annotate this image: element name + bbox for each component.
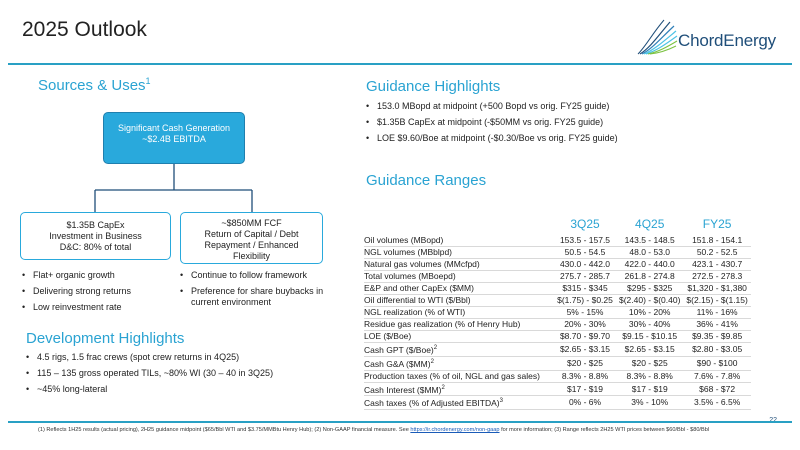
value-4q25: $20 - $25 (616, 356, 683, 370)
table-row (364, 356, 751, 370)
row-label (364, 271, 554, 283)
row-label-text: Oil differential to WTI ($/Bbl) (364, 295, 471, 305)
value-fy25: 7.6% - 7.8% (683, 370, 750, 382)
capex-bullets (22, 270, 172, 318)
table-header-label (364, 217, 554, 235)
value-fy25: $9.35 - $9.85 (683, 331, 750, 343)
table-row (364, 370, 751, 382)
column-header-fy25: FY25 (702, 217, 732, 231)
row-label-text: NGL volumes (MBblpd) (364, 247, 453, 257)
list-item: • 115 – 135 gross operated TILs, ~80% WI (30 – 40 in 3Q25) (26, 368, 346, 379)
column-header-4q25: 4Q25 (635, 217, 665, 231)
non-gaap-link[interactable]: https://ir.chordenergy.com/non-gaap (410, 427, 500, 433)
table-header-row (364, 217, 751, 235)
value-3q25: 275.7 - 285.7 (554, 271, 616, 283)
footnote-text-before: (1) Reflects 1H25 results (actual pricing), 2H25 guidance midpoint ($65/Bbl WTI and $3.75/MMBtu Henry Hub); (2) Non-GAAP financial measure. See (38, 427, 411, 433)
value-4q25: $2.65 - $3.15 (616, 343, 683, 357)
row-label (364, 235, 554, 247)
value-3q25: 20% - 30% (554, 319, 616, 331)
development-heading: Development Highlights (26, 330, 185, 347)
value-4q25: 8.3% - 8.8% (616, 370, 683, 382)
list-item: • Delivering strong returns (22, 286, 172, 297)
value-4q25: $17 - $19 (616, 382, 683, 396)
row-label (364, 247, 554, 259)
table-row (364, 319, 751, 331)
row-label-text: Total volumes (MBoepd) (364, 271, 456, 281)
row-footnote-ref: 2 (433, 345, 438, 351)
cash-generation-line1: Significant Cash Generation (117, 123, 231, 133)
row-footnote-ref: 2 (430, 358, 434, 365)
guidance-ranges-table (364, 217, 751, 410)
row-label-text: Cash GPT ($/Boe) (364, 344, 434, 355)
sources-uses-heading-text: Sources & Uses (38, 77, 146, 94)
value-fy25: $68 - $72 (683, 382, 750, 396)
value-4q25: $9.15 - $10.15 (616, 331, 683, 343)
row-label-text: Cash G&A ($MM) (364, 358, 431, 369)
table-row (364, 331, 751, 343)
table-row (364, 396, 751, 410)
table-row (364, 343, 751, 357)
row-label-text: Natural gas volumes (MMcfpd) (364, 259, 480, 269)
table-row (364, 382, 751, 396)
row-label (364, 396, 554, 410)
list-item: • Low reinvestment rate (22, 302, 172, 313)
value-3q25: 5% - 15% (554, 307, 616, 319)
value-3q25: $315 - $345 (554, 283, 616, 295)
value-3q25: 0% - 6% (554, 396, 616, 410)
fcf-line1: ~$850MM FCF (221, 218, 282, 228)
list-item: • 153.0 MBopd at midpoint (+500 Bopd vs orig. FY25 guide) (366, 101, 766, 112)
value-fy25: 423.1 - 430.7 (683, 259, 750, 271)
value-4q25: 48.0 - 53.0 (616, 247, 683, 259)
fcf-line4: Flexibility (232, 251, 270, 261)
footer-divider (8, 421, 792, 423)
value-fy25: 36% - 41% (683, 319, 750, 331)
row-footnote-ref: 2 (441, 384, 445, 391)
cash-generation-line2: ~$2.4B EBITDA (142, 134, 206, 144)
value-3q25: 8.3% - 8.8% (554, 370, 616, 382)
row-label (364, 331, 554, 343)
value-4q25: 30% - 40% (616, 319, 683, 331)
fcf-bullets (180, 270, 345, 313)
logo-text: ChordEnergy (678, 31, 776, 50)
table-row (364, 295, 751, 307)
row-label (364, 283, 554, 295)
fcf-box (180, 212, 323, 264)
row-label-text: E&P and other CapEx ($MM) (364, 283, 474, 293)
page-title: 2025 Outlook (22, 18, 147, 41)
value-4q25: 143.5 - 148.5 (616, 235, 683, 247)
value-4q25: 3% - 10% (616, 396, 683, 410)
row-label-text: Production taxes (% of oil, NGL and gas sales) (364, 370, 540, 381)
table-row (364, 283, 751, 295)
value-fy25: 272.5 - 278.3 (683, 271, 750, 283)
value-fy25: $2.80 - $3.05 (683, 343, 750, 357)
list-item: • 4.5 rigs, 1.5 frac crews (spot crew returns in 4Q25) (26, 352, 346, 363)
list-item: • LOE $9.60/Boe at midpoint (-$0.30/Boe vs orig. FY25 guide) (366, 133, 766, 144)
development-bullets (26, 352, 346, 400)
value-4q25: $(2.40) - $(0.40) (616, 295, 683, 307)
value-4q25: 422.0 - 440.0 (616, 259, 683, 271)
cash-generation-box (103, 112, 245, 164)
row-label-text: Cash Interest ($MM) (364, 384, 442, 395)
value-4q25: $295 - $325 (616, 283, 683, 295)
row-label (364, 259, 554, 271)
table-row (364, 271, 751, 283)
row-label-text: NGL realization (% of WTI) (364, 307, 466, 317)
value-3q25: 430.0 - 442.0 (554, 259, 616, 271)
value-3q25: $2.65 - $3.15 (554, 343, 616, 357)
capex-line1: $1.35B CapEx (66, 220, 125, 230)
list-item: • Flat+ organic growth (22, 270, 172, 281)
value-4q25: 10% - 20% (616, 307, 683, 319)
value-fy25: 3.5% - 6.5% (683, 396, 750, 410)
guidance-highlights-bullets (366, 101, 766, 149)
row-label (364, 356, 554, 370)
row-label (364, 382, 554, 396)
capex-line3: D&C: 80% of total (59, 242, 132, 252)
capex-box (20, 212, 171, 260)
table-row (364, 307, 751, 319)
table-row (364, 247, 751, 259)
value-fy25: $1,320 - $1,380 (683, 283, 750, 295)
capex-line2: Investment in Business (49, 231, 142, 241)
value-fy25: 50.2 - 52.5 (683, 247, 750, 259)
column-header-3q25: 3Q25 (570, 217, 600, 231)
row-label (364, 307, 554, 319)
value-fy25: 151.8 - 154.1 (683, 235, 750, 247)
fcf-line3: Repayment / Enhanced (204, 240, 299, 250)
row-label-text: Cash taxes (% of Adjusted EBITDA) (364, 398, 500, 409)
value-fy25: $90 - $100 (683, 356, 750, 370)
row-label (364, 319, 554, 331)
row-label (364, 295, 554, 307)
value-fy25: 11% - 16% (683, 307, 750, 319)
footnote (38, 427, 709, 433)
value-3q25: $8.70 - $9.70 (554, 331, 616, 343)
guidance-ranges-body (364, 235, 751, 410)
footnote-text-after: for more information; (3) Range reflects 2H25 WTI prices between $60/Bbl - $80/Bbl (499, 427, 710, 433)
row-label-text: Residue gas realization (% of Henry Hub) (364, 319, 521, 329)
row-label (364, 370, 554, 382)
value-3q25: $17 - $19 (554, 382, 616, 396)
sources-uses-footnote-ref: 1 (145, 76, 151, 86)
value-4q25: 261.8 - 274.8 (616, 271, 683, 283)
value-3q25: 50.5 - 54.5 (554, 247, 616, 259)
list-item: • $1.35B CapEx at midpoint (-$50MM vs orig. FY25 guide) (366, 117, 766, 128)
row-footnote-ref: 3 (499, 398, 503, 405)
list-item: • Continue to follow framework (180, 270, 345, 281)
row-label (364, 343, 554, 357)
list-item: • ~45% long-lateral (26, 384, 346, 395)
value-fy25: $(2.15) - $(1.15) (683, 295, 750, 307)
value-3q25: $20 - $25 (554, 356, 616, 370)
row-label-text: Oil volumes (MBopd) (364, 235, 444, 245)
guidance-ranges-heading: Guidance Ranges (366, 172, 487, 189)
list-item: • Preference for share buybacks in current environment (180, 286, 345, 308)
value-3q25: $(1.75) - $0.25 (554, 295, 616, 307)
table-row (364, 259, 751, 271)
guidance-highlights-heading: Guidance Highlights (366, 78, 501, 95)
table-row (364, 235, 751, 247)
row-label-text: LOE ($/Boe) (364, 331, 412, 341)
value-3q25: 153.5 - 157.5 (554, 235, 616, 247)
fcf-line2: Return of Capital / Debt (204, 229, 299, 239)
